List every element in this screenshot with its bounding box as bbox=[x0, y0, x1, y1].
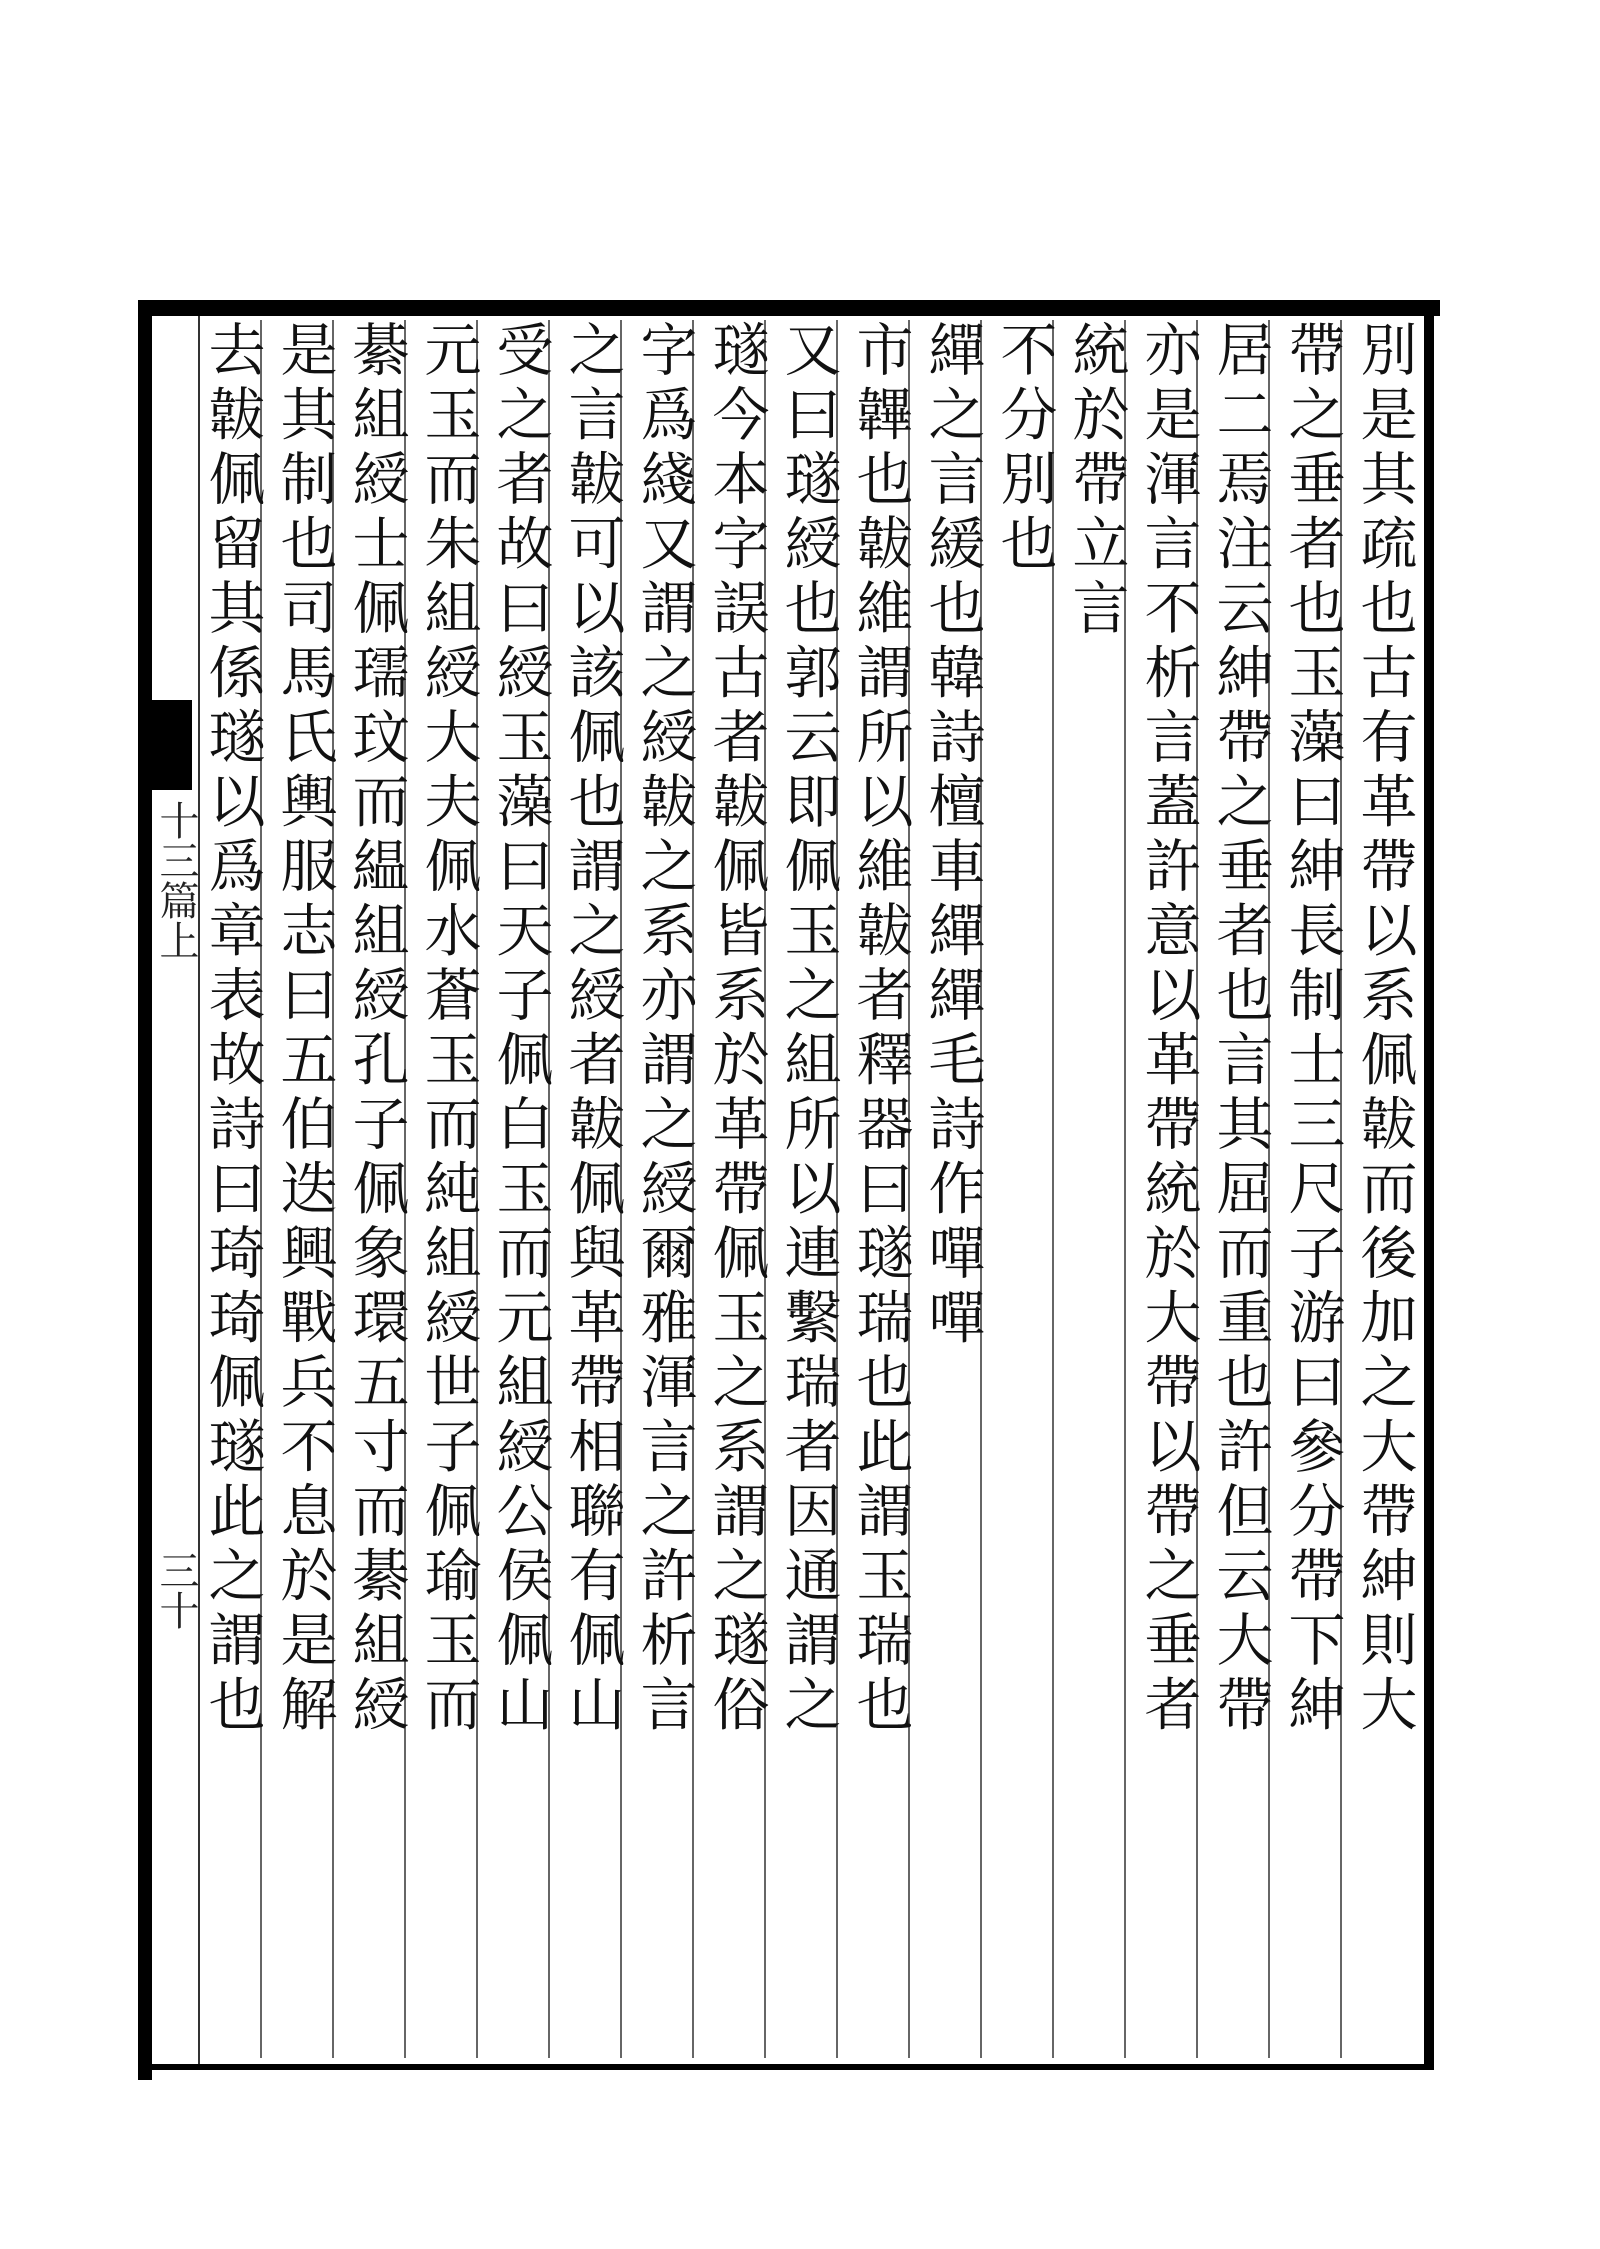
column-text: 不分別也 bbox=[991, 320, 1057, 578]
text-column bbox=[552, 320, 632, 2058]
column-text: 去韍佩留其係璲以爲章表故詩曰琦琦佩璲此之謂也 bbox=[199, 320, 265, 1739]
column-text: 統於帶立言 bbox=[1063, 320, 1129, 643]
text-column bbox=[480, 320, 560, 2058]
frame-top-border bbox=[138, 300, 1440, 316]
column-text: 之言韍可以該佩也謂之綬者韍佩與革帶相聯有佩山 bbox=[559, 320, 625, 1739]
text-column bbox=[264, 320, 344, 2058]
text-column bbox=[984, 320, 1064, 2058]
text-column bbox=[1128, 320, 1208, 2058]
text-column bbox=[696, 320, 776, 2058]
text-column bbox=[768, 320, 848, 2058]
column-text: 帶之垂者也玉藻曰紳長制士三尺子游曰參分帶下紳 bbox=[1279, 320, 1345, 1739]
text-column bbox=[336, 320, 416, 2058]
column-text: 別是其疏也古有革帶以系佩韍而後加之大帶紳則大 bbox=[1351, 320, 1417, 1739]
text-column bbox=[1200, 320, 1280, 2058]
column-text: 元玉而朱組綬大夫佩水蒼玉而純組綬世子佩瑜玉而 bbox=[415, 320, 481, 1739]
text-column bbox=[192, 320, 272, 2058]
column-text: 居二焉注云紳帶之垂者也言其屈而重也許但云大帶 bbox=[1207, 320, 1273, 1739]
text-column bbox=[1272, 320, 1352, 2058]
column-text: 受之者故曰綬玉藻曰天子佩白玉而元組綬公侯佩山 bbox=[487, 320, 553, 1739]
column-text: 繟之言緩也韓詩檀車繟繟毛詩作嘽嘽 bbox=[919, 320, 985, 1352]
column-text: 是其制也司馬氏輿服志曰五伯迭興戰兵不息於是解 bbox=[271, 320, 337, 1739]
column-text: 綦組綬士佩瓀玟而緼組綬孔子佩象環五寸而綦組綬 bbox=[343, 320, 409, 1739]
frame-bottom-border bbox=[138, 2064, 1434, 2070]
frame-right-border bbox=[1424, 300, 1434, 2070]
column-text: 字爲綫又謂之綬韍之系亦謂之綬爾雅渾言之許析言 bbox=[631, 320, 697, 1739]
fishtail-mark bbox=[152, 700, 192, 790]
text-column bbox=[1344, 320, 1424, 2058]
gutter-page-number: 三十 bbox=[153, 1550, 199, 1630]
column-text: 市韠也韍維謂所以維韍者釋器曰璲瑞也此謂玉瑞也 bbox=[847, 320, 913, 1739]
gutter-title: 十三篇上 bbox=[153, 800, 199, 960]
text-column bbox=[624, 320, 704, 2058]
text-column bbox=[408, 320, 488, 2058]
text-panel bbox=[200, 320, 1416, 2058]
column-text: 璲今本字誤古者韍佩皆系於革帶佩玉之系謂之璲俗 bbox=[703, 320, 769, 1739]
text-column bbox=[1056, 320, 1136, 2058]
frame-left-border bbox=[138, 300, 152, 2080]
column-text: 亦是渾言不析言蓋許意以革帶統於大帶以帶之垂者 bbox=[1135, 320, 1201, 1739]
text-column bbox=[840, 320, 920, 2058]
text-column bbox=[912, 320, 992, 2058]
column-text: 又曰璲綬也郭云即佩玉之組所以連繫瑞者因通謂之 bbox=[775, 320, 841, 1739]
